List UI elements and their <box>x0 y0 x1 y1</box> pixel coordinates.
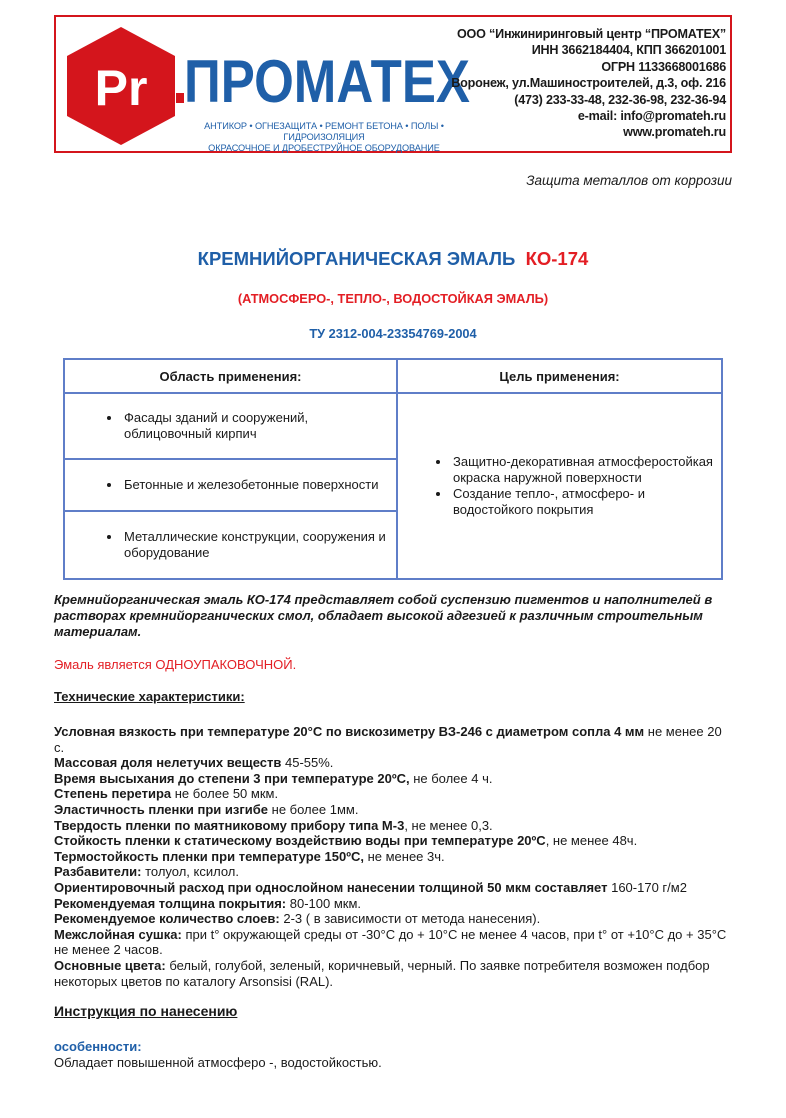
spec-label: Время высыхания до степени 3 при температуре 20ºС, <box>54 770 410 786</box>
spec-row <box>54 896 734 912</box>
spec-label: Стойкость пленки к статическому воздействию воды при температуре 20ºС <box>54 833 546 849</box>
spec-row <box>54 927 734 958</box>
spec-row <box>54 833 734 849</box>
spec-label: Рекомендуемая толщина покрытия: <box>54 895 287 911</box>
spec-value: 160-170 г/м2 <box>607 879 687 895</box>
spec-label: Степень перетира <box>54 786 172 802</box>
spec-row <box>54 849 734 865</box>
spec-label: Основные цвета: <box>54 957 166 973</box>
spec-row <box>54 880 734 896</box>
logo-wordmark <box>176 47 472 115</box>
section-label: Защита металлов от коррозии <box>526 173 732 188</box>
company-phones: (473) 233-33-48, 232-36-98, 232-36-94 <box>514 92 726 107</box>
product-subtitle: (АТМОСФЕРО-, ТЕПЛО-, ВОДОСТОЙКАЯ ЭМАЛЬ) <box>237 291 549 306</box>
spec-row <box>54 802 734 818</box>
title-code: КО-174 <box>525 248 589 269</box>
spec-value: , не менее 48ч. <box>545 833 638 849</box>
tagline-line-1: АНТИКОР • ОГНЕЗАЩИТА • РЕМОНТ БЕТОНА • ПОЛЫ • ГИДРОИЗОЛЯЦИЯ <box>204 121 444 142</box>
package-note: Эмаль является ОДНОУПАКОВОЧНОЙ. <box>54 657 297 672</box>
spec-value: не менее 20 с. <box>54 724 722 755</box>
spec-label: Разбавители: <box>54 864 142 880</box>
purpose-item: • Защитно-декоративная атмосферостойкая окраска наружной поверхности <box>451 454 720 486</box>
spec-label: Массовая доля нелетучих веществ <box>54 755 282 771</box>
spec-row <box>54 724 734 755</box>
tu-number: ТУ 2312-004-23354769-2004 <box>309 326 477 341</box>
logo-mark: Pr <box>94 60 148 116</box>
area-item: • Бетонные и железобетонные поверхности <box>122 477 395 493</box>
spec-row <box>54 864 734 880</box>
spec-value: не менее 3ч. <box>363 848 445 864</box>
logo-tagline <box>172 121 476 154</box>
instructions-heading: Инструкция по нанесению <box>54 1003 238 1019</box>
spec-value: 2-3 ( в зависимости от метода нанесения). <box>279 911 541 927</box>
company-inn: ИНН 3662184404, КПП 366201001 <box>531 43 726 58</box>
spec-value: не более 4 ч. <box>409 770 493 786</box>
spec-label: Ориентировочный расход при однослойном нанесении толщиной 50 мкм составляет <box>54 879 608 895</box>
spec-value: не более 1мм. <box>268 801 359 817</box>
spec-row <box>54 771 734 787</box>
tech-heading: Технические характеристики: <box>54 689 245 704</box>
logo-word-text: ПРОМАТЕХ <box>184 48 470 115</box>
company-ogrn: ОГРН 1133668001686 <box>601 59 726 74</box>
area-item: • Фасады зданий и сооружений, облицовочный кирпич <box>122 410 395 442</box>
spec-value: , не менее 0,3. <box>404 817 493 833</box>
product-description: Кремнийорганическая эмаль КО-174 представляет собой суспензию пигментов и наполнителей в растворах кремнийорганических смол, обладает высокой адгезией к различным строительным материалам. <box>54 592 713 640</box>
company-email[interactable]: e-mail: info@promateh.ru <box>577 109 726 124</box>
purpose-item: • Создание тепло-, атмосферо- и водостойкого покрытия <box>451 486 720 518</box>
spec-label: Эластичность пленки при изгибе <box>54 801 269 817</box>
spec-value: не более 50 мкм. <box>171 786 279 802</box>
company-address: Воронеж, ул.Машиностроителей, д.3, оф. 216 <box>451 76 726 91</box>
features-text: Обладает повышенной атмосферо -, водостойкостью. <box>54 1055 382 1070</box>
spec-label: Твердость пленки по маятниковому прибору типа М-3 <box>54 817 405 833</box>
product-title <box>0 248 786 270</box>
spec-value: 45-55%. <box>281 755 334 771</box>
tagline-line-2: ОКРАСОЧНОЕ И ДРОБЕСТРУЙНОЕ ОБОРУДОВАНИЕ <box>208 143 440 153</box>
spec-label: Рекомендуемое количество слоев: <box>54 911 280 927</box>
company-info <box>451 26 726 141</box>
spec-label: Межслойная сушка: <box>54 926 182 942</box>
area-cell <box>64 393 397 459</box>
spec-value: толуол, ксилол. <box>141 864 239 880</box>
spec-row <box>54 958 734 989</box>
area-item: • Металлические конструкции, сооружения и оборудование <box>122 529 395 561</box>
company-website[interactable]: www.promateh.ru <box>623 125 726 140</box>
col-header-purpose: Цель применения: <box>397 359 722 393</box>
tech-specs-list <box>54 724 734 989</box>
spec-value: 80-100 мкм. <box>286 895 362 911</box>
purpose-cell <box>397 393 722 579</box>
spec-row <box>54 818 734 834</box>
letterhead <box>54 15 732 153</box>
spec-value: белый, голубой, зеленый, коричневый, черный. По заявке потребителя возможен подбор некоторых цветов по каталогу Arsonsisi (RAL). <box>54 957 710 989</box>
features-heading: особенности: <box>54 1039 142 1054</box>
promatech-logo-icon <box>62 25 180 147</box>
title-main: КРЕМНИЙОРГАНИЧЕСКАЯ ЭМАЛЬ <box>197 248 516 269</box>
area-cell <box>64 511 397 579</box>
spec-label: Условная вязкость при температуре 20°С по вискозиметру ВЗ-246 с диаметром сопла 4 мм <box>54 724 645 739</box>
spec-row <box>54 786 734 802</box>
spec-label: Термостойкость пленки при температуре 150ºС, <box>54 848 364 864</box>
spec-row <box>54 755 734 771</box>
company-name: ООО “Инжиниринговый центр “ПРОМАТЕХ” <box>456 27 726 41</box>
spec-row <box>54 911 734 927</box>
col-header-area: Область применения: <box>64 359 397 393</box>
application-table <box>63 358 723 580</box>
spec-value: при t° окружающей среды от -30°С до + 10°С не менее 4 часов, при t° от +10°С до + 35°С не менее 2 часов. <box>54 926 727 958</box>
area-cell <box>64 459 397 511</box>
